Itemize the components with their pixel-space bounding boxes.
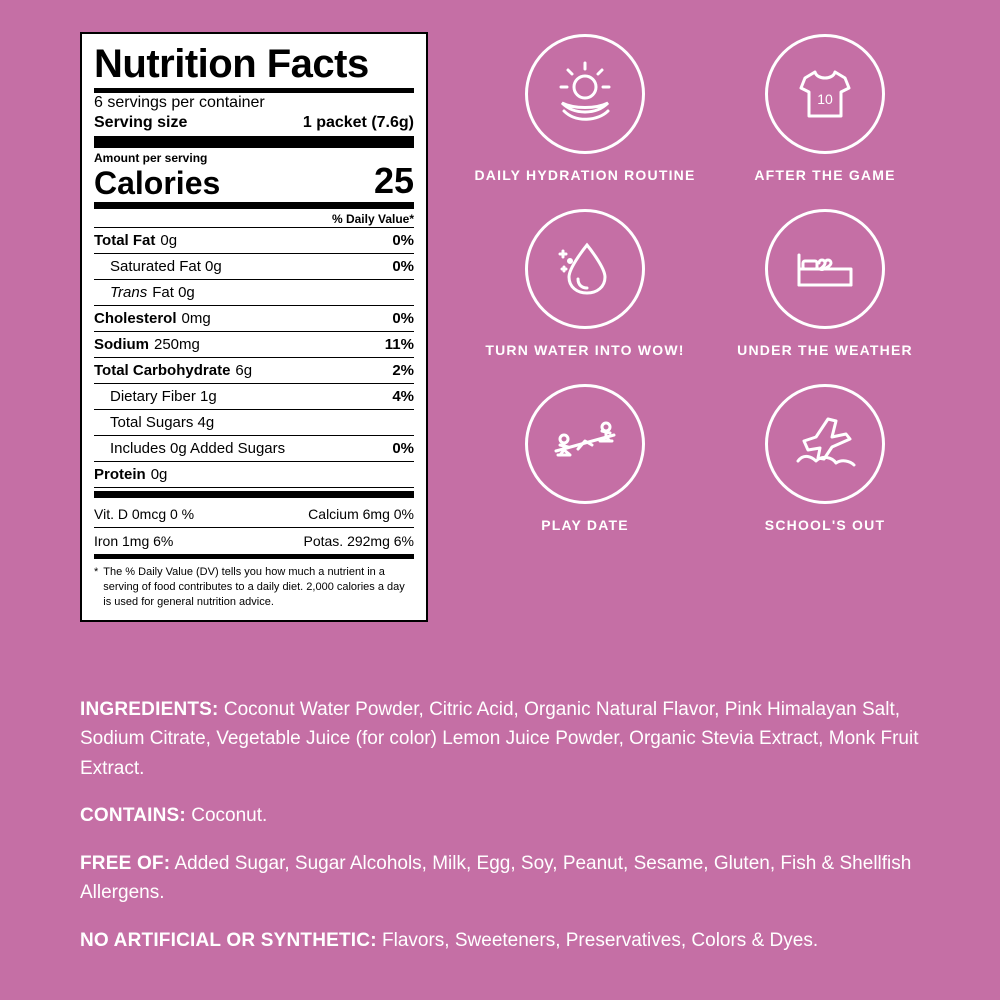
no-artificial-text: Flavors, Sweeteners, Preservatives, Colors & Dyes. <box>382 929 819 951</box>
occasion-after-the-game <box>710 34 940 185</box>
contains-paragraph <box>80 801 940 830</box>
nutrient-name: Protein <box>94 466 146 483</box>
nutrient-daily-value: 0% <box>392 258 414 275</box>
nutrient-label <box>94 232 177 249</box>
footnote <box>94 565 414 610</box>
serving-size-label: Serving size <box>94 114 188 131</box>
nutrient-name: Total Carbohydrate <box>94 362 231 379</box>
occasion-label: PLAY DATE <box>541 516 629 533</box>
free-of-paragraph <box>80 849 940 908</box>
nutrient-name: Total Fat <box>94 232 156 249</box>
nutrient-daily-value: 0% <box>392 310 414 327</box>
airplane-icon <box>765 384 885 504</box>
occasion-play-date <box>470 384 700 535</box>
ingredients-paragraph <box>80 695 940 783</box>
bed-icon <box>765 209 885 329</box>
nutrient-amount: 250mg <box>154 336 200 353</box>
product-info-text <box>80 695 940 973</box>
ingredients-label: INGREDIENTS: <box>80 699 219 720</box>
nutrient-amount: 0g <box>150 466 168 483</box>
nutrition-facts-panel <box>80 32 428 622</box>
nutrient-row <box>94 358 414 383</box>
nutrient-label <box>110 440 285 457</box>
nutrient-amount: 0mg <box>181 310 211 327</box>
nutrient-label <box>94 336 200 353</box>
occasion-turn-water-into-wow <box>470 209 700 360</box>
nutrient-row <box>94 306 414 331</box>
nutrient-rows <box>94 228 414 488</box>
nutrient-label <box>94 466 167 483</box>
free-of-text: Added Sugar, Sugar Alcohols, Milk, Egg, Soy, Peanut, Sesame, Gluten, Fish & Shellfish Allergens. <box>80 852 912 904</box>
contains-label: CONTAINS: <box>80 805 186 827</box>
occasion-label: UNDER THE WEATHER <box>737 341 913 358</box>
nutrient-label <box>110 284 195 301</box>
vitamin-right: Calcium 6mg 0% <box>308 506 414 522</box>
divider-mid <box>94 491 414 498</box>
nutrient-label <box>110 258 222 275</box>
svg-text:10: 10 <box>817 91 833 107</box>
nutrient-daily-value: 4% <box>392 388 414 405</box>
nutrient-daily-value: 2% <box>392 362 414 379</box>
serving-size-value: 1 packet (7.6g) <box>302 114 414 131</box>
vitamin-left: Iron 1mg 6% <box>94 533 174 549</box>
nutrient-label <box>94 310 211 327</box>
divider-mid <box>94 202 414 209</box>
calories-row <box>94 160 414 201</box>
vitamin-left: Vit. D 0mcg 0 % <box>94 506 195 522</box>
nutrient-name: Sodium <box>94 336 149 353</box>
nutrient-label <box>94 362 252 379</box>
water-drop-icon <box>525 209 645 329</box>
nutrient-row <box>94 436 414 461</box>
sun-moon-icon <box>525 34 645 154</box>
divider-thick <box>94 136 414 148</box>
nutrient-amount: 6g <box>235 362 253 379</box>
nutrient-name: Cholesterol <box>94 310 177 327</box>
footnote-text: The % Daily Value (DV) tells you how much a nutrient in a serving of food contributes to a daily diet. 2,000 calories a day is used for general nutrition advice. <box>103 566 405 608</box>
nutrient-name: Dietary Fiber 1g <box>110 388 217 405</box>
nutrient-name: Total Sugars 4g <box>110 414 215 431</box>
nutrition-facts-title: Nutrition Facts <box>94 42 369 86</box>
nutrient-row <box>94 462 414 487</box>
nutrient-row <box>94 332 414 357</box>
nutrient-name: Trans <box>110 284 148 301</box>
calories-value: 25 <box>373 160 414 201</box>
serving-size-row <box>94 114 414 132</box>
nutrient-row <box>94 410 414 435</box>
nutrient-amount: Fat 0g <box>152 284 195 301</box>
nutrient-daily-value: 0% <box>392 232 414 249</box>
nutrient-name: Saturated Fat 0g <box>110 258 222 275</box>
jersey-icon <box>765 34 885 154</box>
occasion-label: AFTER THE GAME <box>754 167 896 183</box>
nutrient-row <box>94 384 414 409</box>
occasion-label: DAILY HYDRATION ROUTINE <box>474 167 696 183</box>
vitamin-rows <box>94 501 414 554</box>
contains-text: Coconut. <box>191 805 268 827</box>
nutrient-amount: 0g <box>160 232 178 249</box>
nutrient-label <box>110 414 214 431</box>
footnote-star: * <box>94 566 99 578</box>
nutrient-row <box>94 254 414 279</box>
nutrient-daily-value: 11% <box>384 336 414 353</box>
occasion-label: SCHOOL'S OUT <box>764 516 886 533</box>
vitamin-row <box>94 501 414 527</box>
occasion-daily-hydration <box>470 34 700 185</box>
nutrient-daily-value: 0% <box>392 440 414 457</box>
occasion-under-the-weather <box>710 209 940 360</box>
seesaw-icon <box>525 384 645 504</box>
calories-label: Calories <box>94 165 221 201</box>
divider <box>94 487 414 488</box>
no-artificial-label: NO ARTIFICIAL OR SYNTHETIC: <box>80 929 377 951</box>
daily-value-header: % Daily Value* <box>331 212 414 226</box>
free-of-label: FREE OF: <box>80 852 171 874</box>
occasion-label: TURN WATER INTO WOW! <box>485 341 685 358</box>
servings-per-container: 6 servings per container <box>94 94 265 111</box>
nutrient-name: Includes 0g Added Sugars <box>110 440 286 457</box>
use-occasions-grid <box>470 34 940 535</box>
divider <box>94 554 414 559</box>
amount-per-serving-label: Amount per serving <box>94 151 208 165</box>
vitamin-row <box>94 528 414 554</box>
nutrient-row <box>94 228 414 253</box>
no-artificial-paragraph <box>80 926 940 955</box>
nutrient-label <box>110 388 217 405</box>
nutrient-row <box>94 280 414 305</box>
occasion-schools-out <box>710 384 940 535</box>
vitamin-right: Potas. 292mg 6% <box>303 533 414 549</box>
ingredients-text: Coconut Water Powder, Citric Acid, Organic Natural Flavor, Pink Himalayan Salt, Sodium Citrate, Vegetable Juice (for color) Lemon Juice Powder, Organic Stevia Extract, Monk Fruit Extract. <box>80 699 919 779</box>
